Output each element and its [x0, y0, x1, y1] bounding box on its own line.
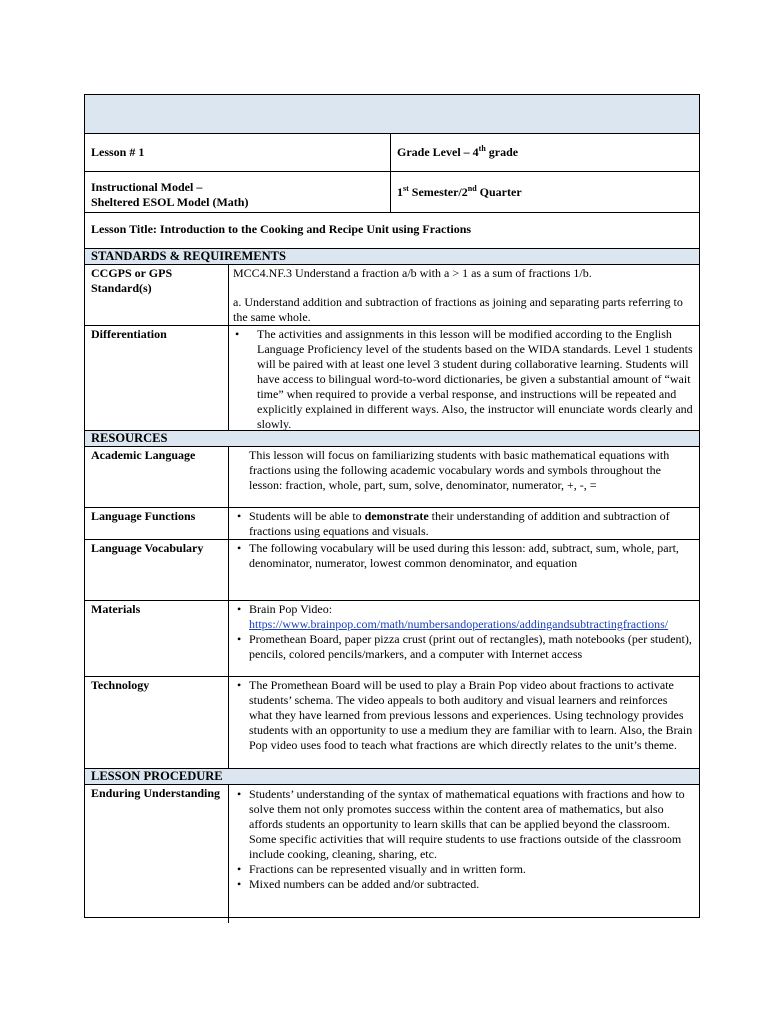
list-item: • The activities and assignments in this lesson will be modified according to the English Language Proficiency level of the students based on the WIDA standards. Level 1 students will be paired with at least one level 3 student during collaborative learning. Students will have access to bilingual word-to-word dictionaries, be given a substantial amount of “wait time” when required to provide a verbal response, and instructions will be repeated and explicitly explained in different ways. Also, the instructor will enunciate words clearly and slowly.	[233, 327, 693, 432]
header-banner	[85, 95, 699, 134]
enduring-understanding-row	[85, 785, 699, 923]
grade-level: Grade Level – 4th grade	[397, 144, 519, 159]
language-functions-label: Language Functions	[85, 508, 229, 539]
list-item: • Mixed numbers can be added and/or subtracted.	[233, 877, 693, 892]
lesson-title: Lesson Title: Introduction to the Cooking and Recipe Unit using Fractions	[85, 213, 699, 249]
language-functions-value	[229, 508, 699, 539]
model-semester-row	[85, 172, 699, 213]
standard-row	[85, 265, 699, 326]
differentiation-value	[229, 326, 699, 430]
list-item: • Promethean Board, paper pizza crust (print out of rectangles), math notebooks (per student), pencils, colored pencils/markers, and a computer with Internet access	[233, 632, 693, 662]
materials-label: Materials	[85, 601, 229, 676]
instructional-model: Instructional Model – Sheltered ESOL Model (Math)	[85, 172, 391, 212]
list-item: • The following vocabulary will be used during this lesson: add, subtract, sum, whole, part, denominator, numerator, lowest common denominator, and equation	[233, 541, 693, 571]
enduring-understanding-value	[229, 785, 699, 923]
lesson-plan-table	[84, 94, 700, 918]
lesson-number: Lesson # 1	[85, 134, 391, 171]
technology-label: Technology	[85, 677, 229, 768]
section-procedure: LESSON PROCEDURE	[85, 769, 699, 785]
section-resources: RESOURCES	[85, 431, 699, 447]
semester-quarter: 1st Semester/2nd Quarter	[397, 184, 522, 199]
academic-language-row	[85, 447, 699, 508]
standard-label: CCGPS or GPS Standard(s)	[85, 265, 229, 325]
list-item: • Brain Pop Video: https://www.brainpop.com/math/numbersandoperations/addingandsubtractingfractions/	[233, 602, 693, 632]
materials-row	[85, 601, 699, 677]
list-item: • Students will be able to demonstrate their understanding of addition and subtraction of fractions using equations and visuals.	[233, 509, 693, 539]
standard-value: MCC4.NF.3 Understand a fraction a/b with a > 1 as a sum of fractions 1/b. a. Understand addition and subtraction of fractions as joining and separating parts referring to the same whole.	[233, 266, 683, 324]
language-vocabulary-label: Language Vocabulary	[85, 540, 229, 600]
materials-value	[229, 601, 699, 676]
differentiation-label: Differentiation	[85, 326, 229, 430]
differentiation-row	[85, 326, 699, 431]
list-item: • Students’ understanding of the syntax of mathematical equations with fractions and how to solve them not only promotes success within the content area of mathematics, but also affords students an opportunity to learn skills that can be applied beyond the classroom. Some specific activities that will require students to use fractions outside of the classroom include cooking, cleaning, sharing, etc.	[233, 787, 693, 862]
list-item: • The Promethean Board will be used to play a Brain Pop video about fractions to activate students’ schema. The video appeals to both auditory and visual learners and reinforces what they have learned from previous lessons and experiences. Using technology provides students with an opportunity to use a medium they are familiar with to learn. Also, the Brain Pop video uses food to teach what fractions are which directly relates to the unit’s theme.	[233, 678, 693, 753]
academic-language-label: Academic Language	[85, 447, 229, 507]
list-item: • Fractions can be represented visually and in written form.	[233, 862, 693, 877]
section-standards: STANDARDS & REQUIREMENTS	[85, 249, 699, 265]
technology-row	[85, 677, 699, 769]
academic-language-value: This lesson will focus on familiarizing students with basic mathematical equations with fractions using the following academic vocabulary words and symbols throughout the lesson: fraction, whole, part, sum, solve, denominator, numerator, +, -, =	[249, 448, 670, 492]
brainpop-link[interactable]: https://www.brainpop.com/math/numbersandoperations/addingandsubtractingfractions/	[249, 617, 669, 631]
lesson-grade-row	[85, 134, 699, 172]
language-vocabulary-row	[85, 540, 699, 601]
language-functions-row	[85, 508, 699, 540]
enduring-understanding-label: Enduring Understanding	[85, 785, 229, 923]
language-vocabulary-value	[229, 540, 699, 600]
technology-value	[229, 677, 699, 768]
